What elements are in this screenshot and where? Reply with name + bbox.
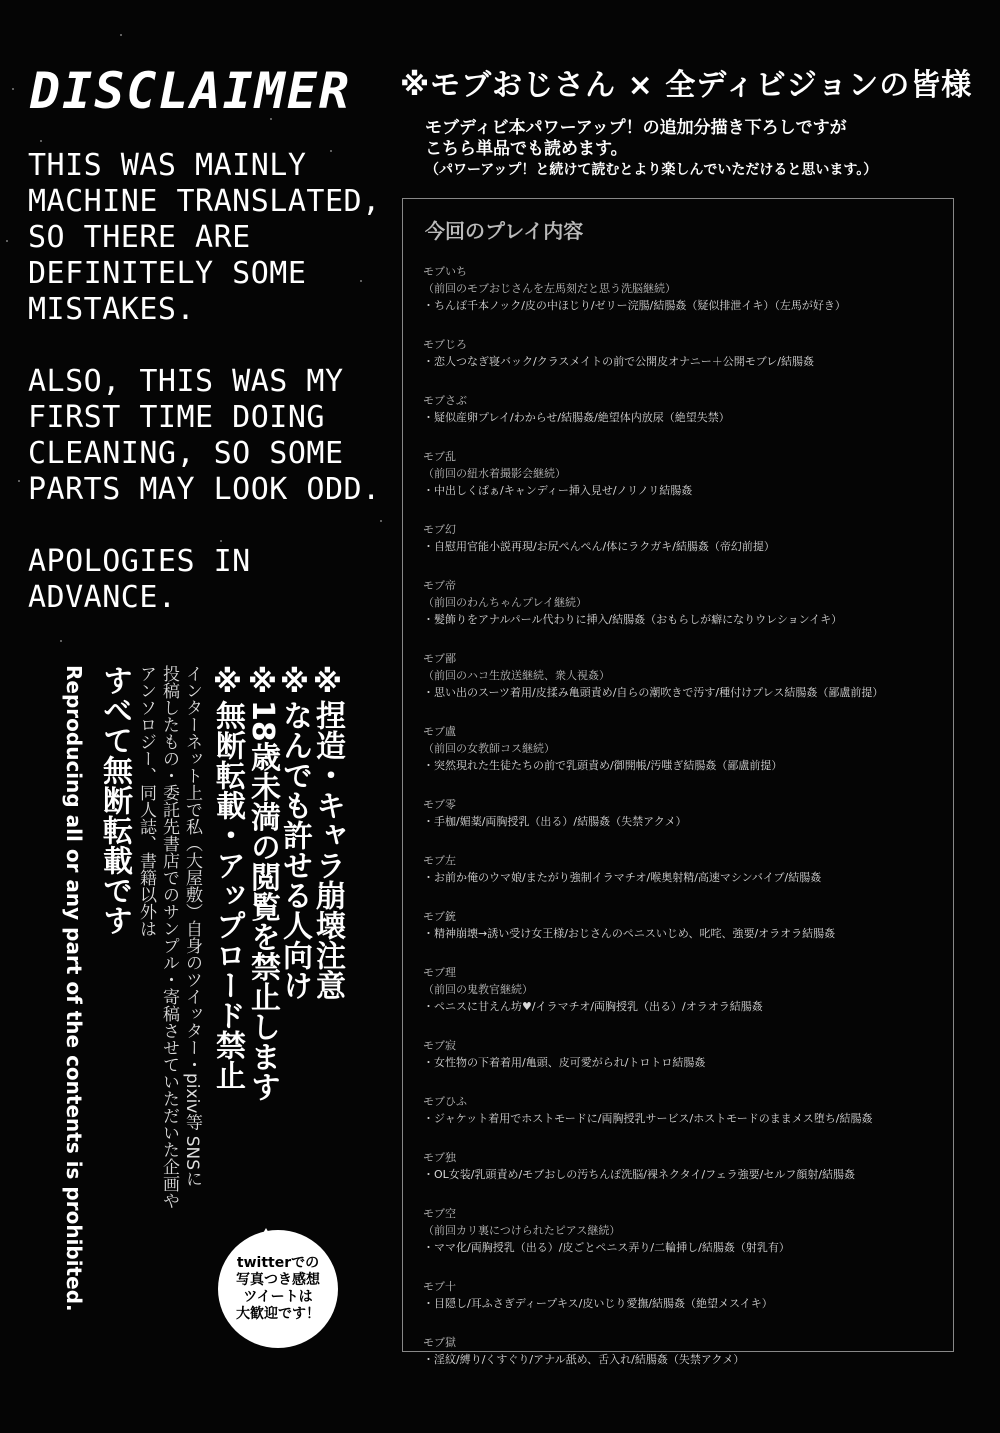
play-item-name: モブいち [423,265,467,278]
notice-fabrication: ※捏造・キャラ崩壊注意 [310,665,345,1000]
play-item-content: ・OL女装/乳頭責め/モブおしの汚ちんぽ洗脳/裸ネクタイ/フェラ強要/セルフ顔射/結腸姦 [423,1168,856,1181]
play-item [423,1334,938,1368]
play-item-name: モブ鄙 [423,652,456,665]
notice-all-prohibited: すべて無断転載です [97,665,132,935]
play-item-content: ・中出しくぱぁ/キャンディー挿入見せ/ノリノリ結腸姦 [423,484,693,497]
play-item [423,964,938,1015]
play-item-content: ・目隠し/耳ふさぎディープキス/皮いじり愛撫/結腸姦（絶望メスイキ） [423,1297,773,1310]
bubble-line: ツイートは [243,1289,313,1305]
play-item-name: モブ銃 [423,910,456,923]
play-item-content: ・髪飾りをアナルパール代わりに挿入/結腸姦（おもらしが癖になりウレションイキ） [423,613,843,626]
play-item [423,908,938,942]
play-box-title: 今回のプレイ内容 [425,219,584,243]
play-item-content: ・突然現れた生徒たちの前で乳頭責め/御開帳/汚嗤ぎ結腸姦（鄙盧前提） [423,759,783,772]
play-item [423,650,938,701]
play-item-note: （前回のわんちゃんプレイ継続） [423,596,588,609]
disclaimer-title: DISCLAIMER [30,62,352,120]
intro-text [425,118,965,181]
play-item-name: モブ盧 [423,725,456,738]
play-item [423,521,938,555]
star-dot [12,88,14,90]
play-item [423,1149,938,1183]
play-item-content: ・女性物の下着着用/亀頭、皮可愛がられ/トロトロ結腸姦 [423,1056,706,1069]
play-item-note: （前回の女教師コス継続） [423,742,555,755]
bubble-line: twitterでの [236,1255,320,1271]
disclaimer-paragraph: ALSO, THIS WAS MY FIRST TIME DOING CLEANING, SO SOME PARTS MAY LOOK ODD. [28,364,381,507]
play-content-box [402,198,954,1366]
play-item [423,448,938,499]
play-item-note: （前回の紐水着撮影会継続） [423,467,566,480]
play-item [423,1205,938,1256]
play-item-name: モブ理 [423,966,456,979]
play-item-name: モブ幻 [423,523,456,536]
bubble-line: 大歓迎です！ [236,1306,320,1322]
play-list [423,263,938,1390]
play-item [423,577,938,628]
play-item-content: ・ちんぽ千本ノック/皮の中ほじり/ゼリー浣腸/結腸姦（疑似排泄イキ）（左馬が好き） [423,299,846,312]
play-item-name: モブひふ [423,1095,467,1108]
intro-line: こちら単品でも読めます。 [425,139,628,159]
play-item [423,263,938,314]
intro-line: （パワーアップ！と続けて読むとより楽しんでいただけると思います。） [425,162,878,178]
notice-detail-3: アンソロジー、同人誌、書籍以外は [136,665,156,937]
play-item [423,392,938,426]
play-item-name: モブ零 [423,798,456,811]
play-item [423,723,938,774]
play-item [423,1037,938,1071]
play-item-note: （前回のモブおじさんを左馬刻だと思う洗脳継続） [423,282,676,295]
play-item [423,336,938,370]
star-dot [6,240,8,242]
play-item-content: ・お前か俺のウマ娘/またがり強制イラマチオ/喉奥射精/高速マシンバイブ/結腸姦 [423,871,822,884]
notice-english: Reproducing all or any part of the contents is prohibited. [62,665,86,1312]
twitter-speech-bubble [218,1230,338,1348]
play-item-content: ・恋人つなぎ寝バック/クラスメイトの前で公開皮オナニー＋公開モブレ/結腸姦 [423,355,814,368]
play-item-name: モブ十 [423,1280,456,1293]
play-item [423,1278,938,1312]
page-title: ※モブおじさん × 全ディビジョンの皆様 [400,68,973,103]
play-item-content: ・手枷/媚薬/両胸授乳（出る）/結腸姦（失禁アクメ） [423,815,687,828]
play-item-name: モブ空 [423,1207,456,1220]
play-item [423,852,938,886]
play-item-content: ・思い出のスーツ着用/皮揉み亀頭責め/自らの潮吹きで汚す/種付けプレス結腸姦（鄙盧前提） [423,686,884,699]
disclaimer-paragraph: APOLOGIES IN ADVANCE. [28,544,251,615]
play-item-content: ・疑似産卵プレイ/わからせ/結腸姦/絶望体内放尿（絶望失禁） [423,411,730,424]
bubble-line: 写真つき感想 [236,1272,320,1288]
notice-detail-1: インターネット上で私（大屋敷）自身のツイッター・pixiv等 SNSに [182,665,202,1188]
play-item-name: モブじろ [423,338,467,351]
play-item-name: モブ獄 [423,1336,456,1349]
notice-age-restriction: ※18歳未満の閲覧を禁止します [245,665,280,1102]
play-item-name: モブ独 [423,1151,456,1164]
intro-line: モブディビ本パワーアップ！の追加分描き下ろしですが [425,118,847,138]
play-item [423,796,938,830]
play-item-content: ・自慰用官能小説再現/お尻ぺんぺん/体にラクガキ/結腸姦（帝幻前提） [423,540,775,553]
play-item-name: モブ寂 [423,1039,456,1052]
disclaimer-paragraph: THIS WAS MAINLY MACHINE TRANSLATED, SO THERE ARE DEFINITELY SOME MISTAKES. [28,148,381,327]
star-dot [40,140,42,142]
play-item-content: ・ペニスに甘えん坊♥/イラマチオ/両胸授乳（出る）/オラオラ結腸姦 [423,1000,763,1013]
play-item-note: （前回の鬼教官継続） [423,983,533,996]
play-item [423,1093,938,1127]
play-item-note: （前回のハコ生放送継続、衆人視姦） [423,669,610,682]
star-dot [18,480,20,482]
play-item-content: ・淫紋/縛り/くすぐり/アナル舐め、舌入れ/結腸姦（失禁アクメ） [423,1353,745,1366]
play-item-name: モブさぶ [423,394,467,407]
play-item-name: モブ帝 [423,579,456,592]
play-item-content: ・精神崩壊→誘い受け女王様/おじさんのペニスいじめ、叱咤、強要/オラオラ結腸姦 [423,927,836,940]
play-item-name: モブ左 [423,854,456,867]
notice-detail-2: 投稿したもの・委託先書店でのサンプル・寄稿させていただいた企画や [159,665,179,1209]
play-item-content: ・ジャケット着用でホストモードに/両胸授乳サービス/ホストモードのままメス堕ち/結腸姦 [423,1112,873,1125]
disclaimer-body [28,148,398,652]
play-item-note: （前回カリ裏につけられたピアス継続） [423,1224,621,1237]
notice-no-reupload: ※無断転載・アップロード禁止 [210,665,245,1090]
star-dot [120,34,122,36]
play-item-content: ・ママ化/両胸授乳（出る）/皮ごとペニス弄り/二輪挿し/結腸姦（射乳有） [423,1241,790,1254]
play-item-name: モブ乱 [423,450,456,463]
notice-tolerance: ※なんでも許せる人向け [277,665,312,1000]
